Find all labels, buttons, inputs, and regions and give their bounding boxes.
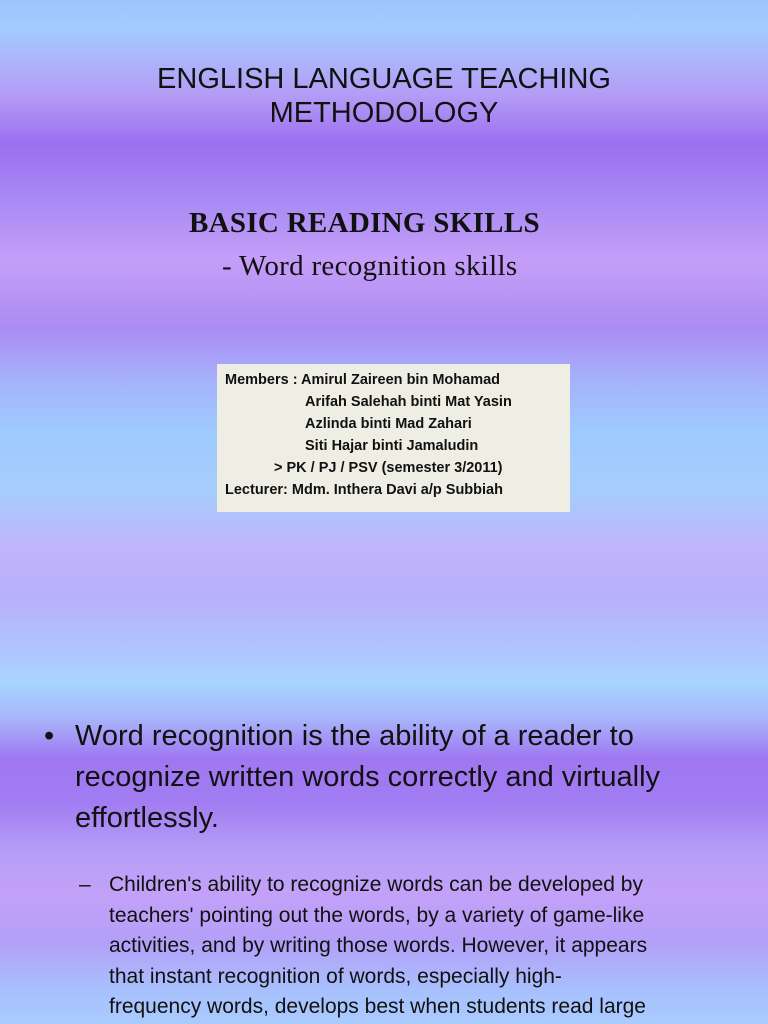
sub-bullet-text <box>109 870 739 1023</box>
sub-bullet-line: activities, and by writing those words. However, it appears <box>109 934 648 957</box>
member-name: Azlinda binti Mad Zahari <box>305 416 472 432</box>
sub-bullet-line: that instant recognition of words, especially high- <box>109 964 562 988</box>
sub-bullet-line: teachers' pointing out the words, by a variety of game-like <box>109 903 645 927</box>
members-label-line: Members : Amirul Zaireen bin Mohamad <box>225 372 501 388</box>
title-line-2: METHODOLOGY <box>269 97 499 129</box>
bullet-text <box>75 716 735 839</box>
section-heading: BASIC READING SKILLS <box>189 207 540 239</box>
members-box <box>217 364 570 512</box>
bullet-line: effortlessly. <box>75 802 219 834</box>
dash-icon: – <box>79 873 91 896</box>
page-title <box>0 62 768 130</box>
member-name: Arifah Salehah binti Mat Yasin <box>305 394 512 410</box>
lecturer-line: Lecturer: Mdm. Inthera Davi a/p Subbiah <box>225 482 503 498</box>
title-line-1: ENGLISH LANGUAGE TEACHING <box>157 63 611 95</box>
course-info: > PK / PJ / PSV (semester 3/2011) <box>274 460 503 476</box>
sub-bullet-line: frequency words, develops best when students read large <box>109 995 646 1018</box>
sub-bullet-line: Children's ability to recognize words can be developed by <box>109 873 643 896</box>
section-subheading: - Word recognition skills <box>222 250 518 282</box>
bullet-line: recognize written words correctly and virtually <box>75 761 661 793</box>
member-name: Siti Hajar binti Jamaludin <box>305 438 479 454</box>
bullet-line: Word recognition is the ability of a reader to <box>75 720 634 752</box>
bullet-icon: • <box>44 720 55 752</box>
